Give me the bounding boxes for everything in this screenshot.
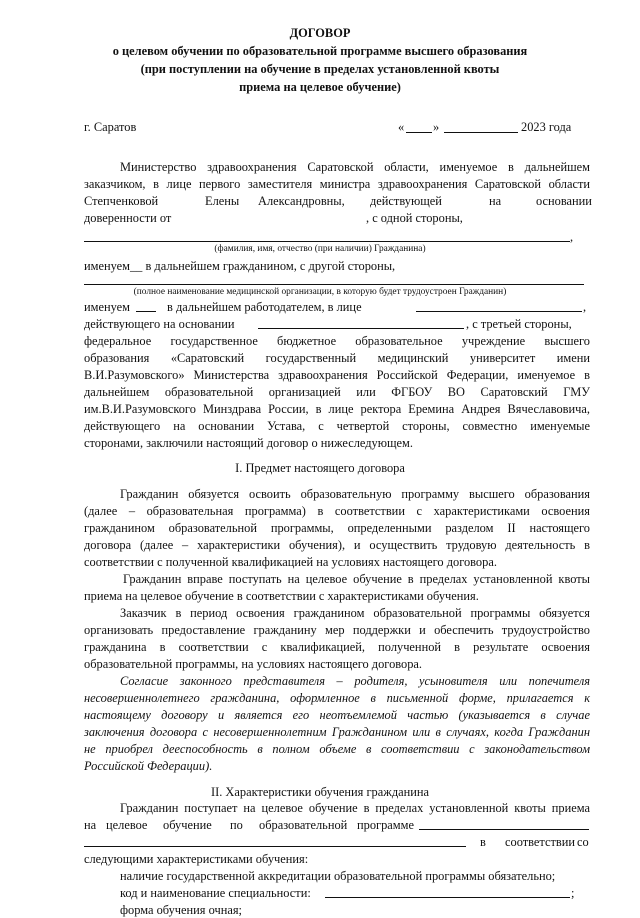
preamble-word: Елены	[205, 194, 240, 208]
section-2-word: обучение	[163, 818, 212, 832]
specialty-semicolon: ;	[571, 886, 575, 900]
section-2-line: следующими характеристиками обучения:	[84, 852, 309, 866]
section-1-paragraph-line: (далее – образовательная программа) в соответствии с характеристиками освоения	[84, 504, 590, 518]
preamble-word: на	[489, 194, 502, 208]
university-line: действующего на основании Устава, с четвертой стороны, совместно именуемые	[84, 419, 590, 433]
university-line: дальнейшем образовательной организацией или ФГБОУ ВО Саратовский ГМУ	[84, 385, 590, 399]
section-1-paragraph-line: гражданина в соответствии с квалификацией, полученной в результате освоения	[84, 640, 590, 654]
section-1-paragraph-line: Гражданин вправе поступать на целевое обучение в пределах установленной квоты	[123, 572, 590, 586]
employer-line: именуем	[84, 300, 130, 314]
accreditation-line: наличие государственной аккредитации образовательной программы обязательно;	[120, 869, 556, 883]
document-subtitle-line-1: о целевом обучении по образовательной программе высшего образования	[112, 44, 528, 58]
employer-basis: действующего на основании	[84, 317, 235, 331]
employer-name-caption: (полное наименование медицинской организации, в которую будет трудоустроен Гражданин)	[133, 287, 507, 297]
preamble-power-of-attorney: доверенности от	[84, 211, 172, 225]
consent-note-line: не приобрел дееспособность в полном объеме в соответствии с законодательством	[84, 742, 590, 756]
employer-line: в дальнейшем работодателем, в лице	[167, 300, 362, 314]
section-2-word: целевое	[106, 818, 148, 832]
employer-party-three: , с третьей стороны,	[466, 317, 572, 331]
date-month-blank	[444, 132, 518, 133]
preamble-party-one: , с одной стороны,	[366, 211, 463, 225]
place-of-signing: г. Саратов	[84, 120, 137, 134]
section-2-heading: II. Характеристики обучения гражданина	[210, 785, 430, 799]
university-line: В.И.Разумовского» Министерства здравоохранения Российской Федерации, именуемое в	[84, 368, 590, 382]
document-subtitle-line-2: (при поступлении на обучение в пределах установленной квоты	[140, 62, 500, 76]
citizen-line: именуем__ в дальнейшем гражданином, с другой стороны,	[84, 259, 396, 273]
university-line: им.В.И.Разумовского Минздрава России, в лице ректора Еремина Андрея Вячеславовича,	[84, 402, 590, 416]
section-2-word: со	[577, 835, 589, 849]
citizen-name-caption: (фамилия, имя, отчество (при наличии) Гражданина)	[214, 244, 426, 254]
employer-representative-blank	[416, 311, 582, 312]
document-title: ДОГОВОР	[289, 26, 351, 40]
section-1-paragraph-line: Заказчик в период освоения гражданином образовательной программы обязуется	[120, 606, 590, 620]
study-form-line: форма обучения очная;	[120, 903, 242, 917]
preamble-word: действующей	[370, 194, 442, 208]
preamble-word: Александровны,	[258, 194, 345, 208]
section-1-paragraph-line: соответствии с полученной квалификацией на условиях настоящего договора.	[84, 555, 497, 569]
section-1-paragraph-line: договора (далее – характеристики обучения), и осуществить трудовую деятельность в	[84, 538, 590, 552]
employer-comma: ,	[583, 300, 587, 314]
section-2-word: образовательной	[259, 818, 348, 832]
consent-note-line: Согласие законного представителя – родителя, усыновителя или попечителя	[120, 674, 590, 688]
consent-note-line: заключения договора с несовершеннолетним Гражданином или в случаях, когда Гражданин	[84, 725, 590, 739]
university-line: образования «Саратовский государственный медицинский университет имени	[84, 351, 590, 365]
preamble-word: основании	[536, 194, 592, 208]
citizen-comma: ,	[570, 230, 574, 244]
specialty-blank	[325, 897, 570, 898]
section-1-paragraph-line: организовать предоставление гражданину мер поддержки и обеспечить трудоустройство	[84, 623, 590, 637]
employer-suffix-blank	[136, 311, 156, 312]
section-2-line: Гражданин поступает на целевое обучение в пределах установленной квоты приема	[120, 801, 590, 815]
preamble-line: Министерство здравоохранения Саратовской области, именуемое в дальнейшем	[120, 160, 590, 174]
date-day-blank	[406, 132, 432, 133]
document-subtitle-line-3: приема на целевое обучение)	[239, 80, 401, 94]
consent-note-line: несовершеннолетнего гражданина, оформленное в письменной форме, прилагается к	[84, 691, 590, 705]
date-quote-close: »	[433, 120, 440, 134]
program-name-blank	[419, 829, 589, 830]
section-1-paragraph-line: гражданином образовательной программы, определенными разделом II настоящего	[84, 521, 590, 535]
date-quote-open: «	[398, 120, 405, 134]
section-1-paragraph-line: Гражданин обязуется освоить образовательную программу высшего образования	[120, 487, 590, 501]
section-2-word: на	[84, 818, 97, 832]
section-1-paragraph-line: образовательной программы, на условиях настоящего договора.	[84, 657, 423, 671]
program-name-blank-continued	[84, 846, 466, 847]
employer-basis-blank	[258, 328, 464, 329]
university-line: федеральное государственное бюджетное образовательное учреждение высшего	[84, 334, 590, 348]
preamble-line: заказчиком, в лице первого заместителя министра здравоохранения Саратовской области	[84, 177, 590, 191]
consent-note-line: Российской Федерации).	[84, 759, 213, 773]
preamble-word: Степченковой	[84, 194, 159, 208]
employer-name-blank	[84, 284, 584, 285]
specialty-label: код и наименование специальности:	[120, 886, 311, 900]
section-2-word: по	[230, 818, 243, 832]
section-1-heading: I. Предмет настоящего договора	[235, 461, 405, 475]
section-2-word: в	[480, 835, 486, 849]
section-2-word: соответствии	[505, 835, 576, 849]
section-2-word: программе	[357, 818, 414, 832]
date-year: 2023 года	[521, 120, 572, 134]
consent-note-line: настоящему договору и является его неотъемлемой частью (указывается в случае	[84, 708, 590, 722]
citizen-name-blank	[84, 241, 570, 242]
section-1-paragraph-line: приема на целевое обучение в соответствии с характеристиками обучения.	[84, 589, 479, 603]
university-line: сторонами, заключили настоящий договор о нижеследующем.	[84, 436, 413, 450]
